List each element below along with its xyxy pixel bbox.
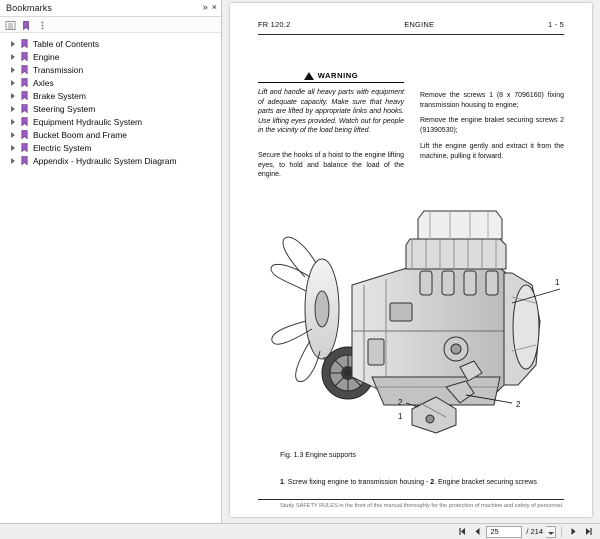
chevron-right-icon[interactable] [10, 156, 19, 165]
figure-callout-2b: 2 [398, 398, 403, 407]
page-dropdown-button[interactable] [546, 526, 556, 538]
bookmarks-toolbar [0, 17, 221, 33]
warning-divider [258, 82, 404, 83]
bookmark-item-engine[interactable] [0, 50, 221, 63]
page-header-center: ENGINE [404, 20, 435, 29]
legend-number-1: 1 [280, 479, 284, 486]
page-header-left: FR 120.2 [258, 20, 291, 29]
bookmarks-panel-header [0, 0, 221, 17]
figure-callout-2: 2 [516, 400, 521, 409]
document-viewport[interactable] [222, 0, 600, 523]
bookmark-item-bucket-boom-and-frame[interactable] [0, 128, 221, 141]
bookmark-icon [19, 129, 30, 140]
page-header-right: 1 - 5 [547, 20, 564, 29]
chevron-right-icon[interactable] [10, 104, 19, 113]
bookmark-item-table-of-contents[interactable] [0, 37, 221, 50]
chevron-right-icon[interactable] [10, 65, 19, 74]
chevron-right-icon[interactable] [10, 39, 19, 48]
warning-title-row [258, 71, 404, 82]
bookmark-label: Equipment Hydraulic System [33, 116, 143, 127]
right-paragraph-1: Remove the screws 1 (8 x 7096160) fixing transmission housing to engine; [420, 92, 564, 109]
bookmark-icon [19, 64, 30, 75]
bookmark-icon [19, 90, 30, 101]
figure-callout-1: 1 [555, 278, 560, 287]
figure-callout-1b: 1 [398, 412, 403, 421]
figure-legend [280, 479, 564, 486]
bookmarks-panel [0, 0, 222, 523]
expand-bookmarks-icon[interactable] [5, 20, 16, 31]
warning-body: Lift and handle all heavy parts with equipment of adequate capacity. Make sure that heavy parts are lifted by appropriate links and hooks. Use lifting eyes provided. Watch out for people in the vicinity of the load being lifted. [258, 89, 404, 135]
new-bookmark-icon[interactable] [21, 20, 32, 31]
chevron-right-icon[interactable] [10, 117, 19, 126]
bookmark-item-axles[interactable] [0, 76, 221, 89]
bookmark-label: Brake System [33, 90, 86, 101]
footer-divider [258, 499, 564, 500]
legend-text-1: . Screw fixing engine to transmission housing - [283, 479, 431, 486]
bookmark-icon [19, 77, 30, 88]
bookmark-item-appendix-hydraulic-system-diagram[interactable] [0, 154, 221, 167]
next-page-icon[interactable] [567, 526, 579, 538]
last-page-icon[interactable] [582, 526, 594, 538]
bookmark-icon [19, 103, 30, 114]
bookmarks-list [0, 33, 221, 522]
bookmark-label: Appendix - Hydraulic System Diagram [33, 155, 177, 166]
collapse-panel-button[interactable]: » [202, 2, 208, 12]
first-page-icon[interactable] [456, 526, 468, 538]
right-paragraph-2: Remove the engine braket securing screws 2 (91390530); [420, 117, 564, 134]
bookmark-icon [19, 116, 30, 127]
bookmark-item-electric-system[interactable] [0, 141, 221, 154]
chevron-right-icon[interactable] [10, 143, 19, 152]
right-paragraph-3: Lift the engine gently and extract it from the machine, pulling it forward. [420, 143, 564, 160]
previous-page-icon[interactable] [471, 526, 483, 538]
legend-number-2: 2 [430, 479, 435, 486]
page-count-label: / 214 [526, 527, 543, 536]
toolbar-divider [561, 526, 562, 537]
bookmark-icon [19, 155, 30, 166]
bookmark-icon [19, 142, 30, 153]
bookmark-item-transmission[interactable] [0, 63, 221, 76]
bookmark-item-brake-system[interactable] [0, 89, 221, 102]
warning-block [258, 71, 404, 136]
bookmark-label: Axles [33, 77, 54, 88]
chevron-right-icon[interactable] [10, 91, 19, 100]
pdf-page [230, 3, 592, 517]
bookmark-label: Engine [33, 51, 60, 62]
panel-header-buttons [203, 2, 217, 13]
bookmark-icon [19, 38, 30, 49]
bookmark-item-steering-system[interactable] [0, 102, 221, 115]
chevron-right-icon[interactable] [10, 78, 19, 87]
header-divider [258, 34, 564, 35]
legend-text-2: . Engine bracket securing screws [434, 479, 537, 486]
close-panel-button[interactable]: × [211, 2, 217, 12]
bookmarks-title: Bookmarks [6, 3, 52, 13]
warning-label: WARNING [317, 71, 359, 80]
bookmark-label: Electric System [33, 142, 92, 153]
warning-triangle-icon [304, 72, 314, 80]
page-navigation-toolbar [0, 523, 600, 539]
chevron-right-icon[interactable] [10, 130, 19, 139]
bookmark-label: Table of Contents [33, 38, 100, 49]
bookmark-label: Bucket Boom and Frame [33, 129, 128, 140]
chevron-right-icon[interactable] [10, 52, 19, 61]
bookmark-options-icon[interactable] [37, 20, 48, 31]
engine-supports-figure [260, 181, 564, 443]
current-page-input[interactable]: 25 [486, 526, 522, 538]
bookmark-icon [19, 51, 30, 62]
engine-illustration [260, 181, 564, 443]
bookmark-label: Transmission [33, 64, 84, 75]
bookmark-item-equipment-hydraulic-system[interactable] [0, 115, 221, 128]
page-footnote: Study SAFETY RULES in the front of this manual thoroughly for the protection of machine and safety of personnel. [280, 503, 564, 509]
page-header [258, 20, 564, 29]
bookmark-label: Steering System [33, 103, 96, 114]
secure-hooks-paragraph: Secure the hooks of a hoist to the engine lifting eyes, to hold and balance the load of the engine. [258, 152, 404, 179]
figure-caption: Fig. 1.3 Engine supports [280, 452, 356, 459]
